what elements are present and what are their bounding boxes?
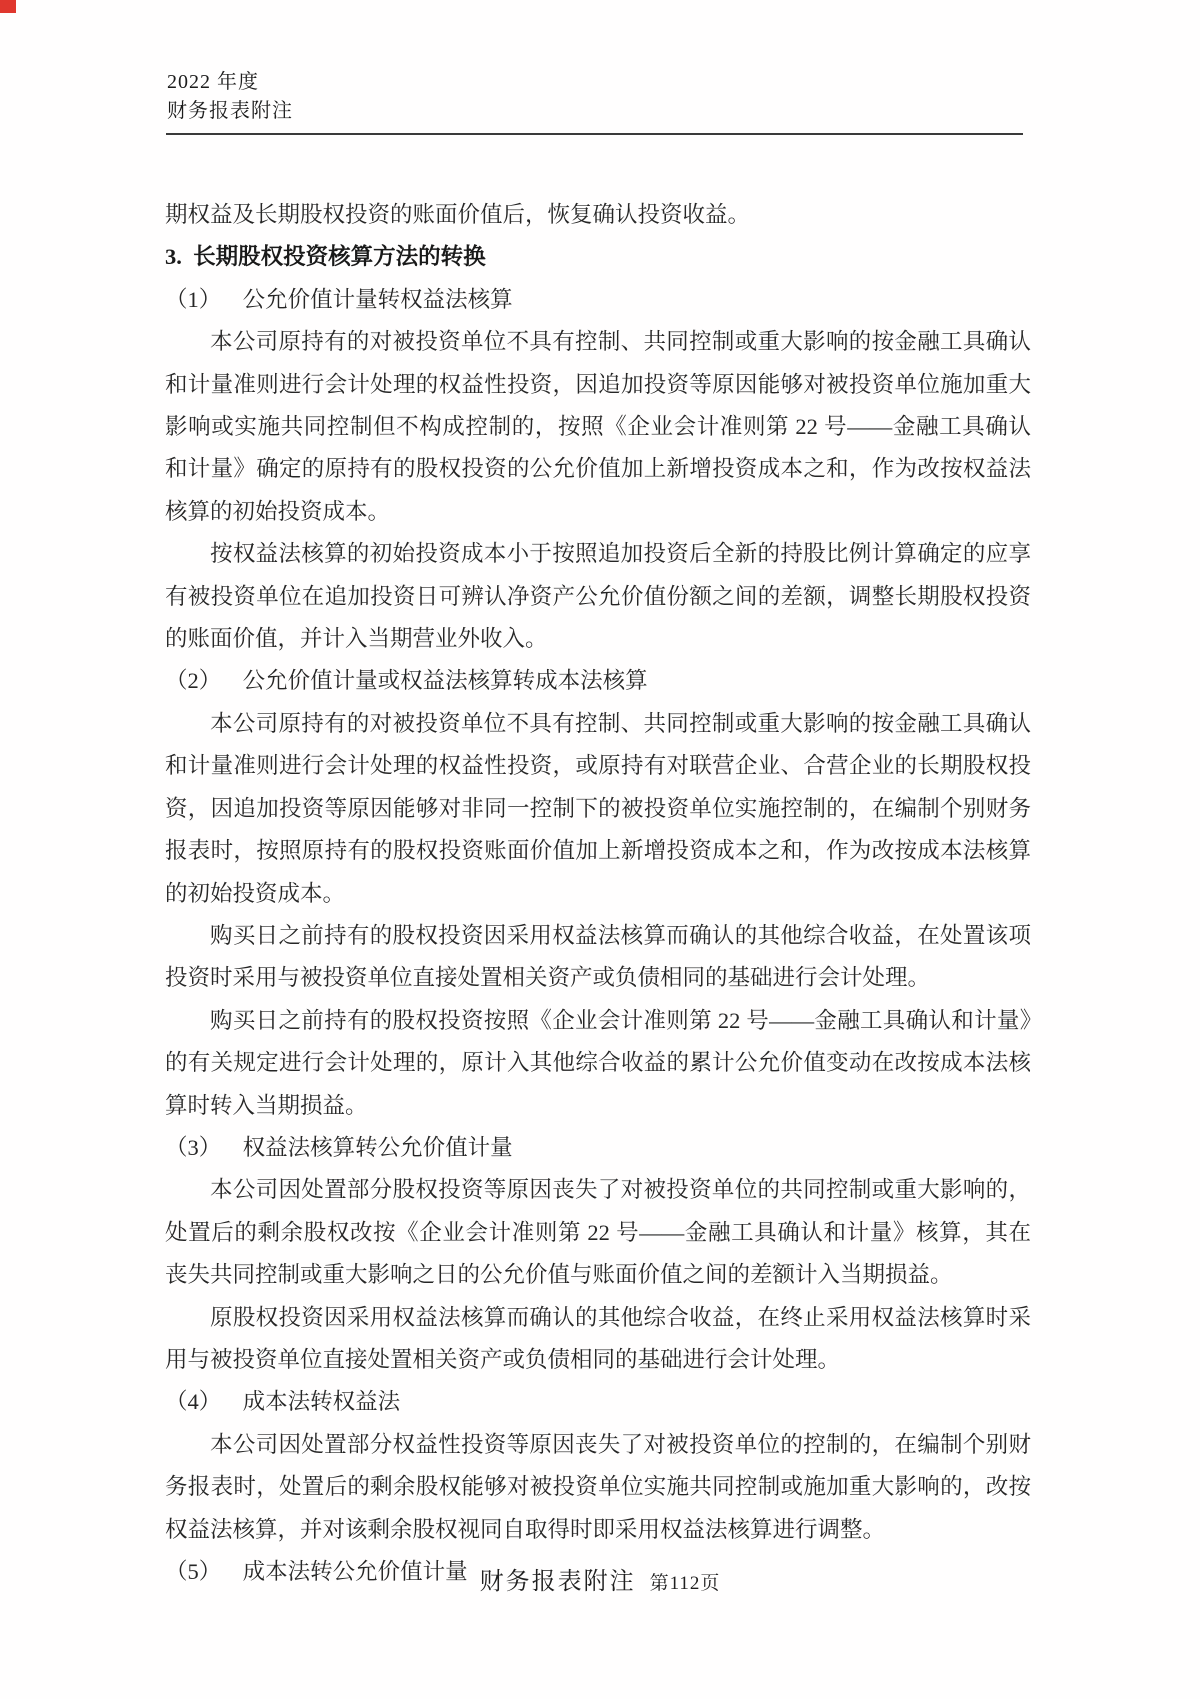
body-paragraph: 本公司因处置部分股权投资等原因丧失了对被投资单位的共同控制或重大影响的，处置后的剩余股权改按《企业会计准则第 22 号——金融工具确认和计量》核算，其在丧失共同控制或重大影响之日的公允价值与账面价值之间的差额计入当期损益。 (165, 1177, 1031, 1288)
continuation-paragraph: 期权益及长期股权投资的账面价值后，恢复确认投资收益。 (165, 202, 751, 227)
body-paragraph: 本公司原持有的对被投资单位不具有控制、共同控制或重大影响的按金融工具确认和计量准则进行会计处理的权益性投资，或原持有对联营企业、合营企业的长期股权投资，因追加投资等原因能够对非同一控制下的被投资单位实施控制的，在编制个别财务报表时，按照原持有的股权投资账面价值加上新增投资成本之和，作为改按成本法核算的初始投资成本。 (165, 710, 1031, 906)
body-paragraph: 本公司因处置部分权益性投资等原因丧失了对被投资单位的控制的，在编制个别财务报表时，处置后的剩余股权能够对被投资单位实施共同控制或施加重大影响的，改按权益法核算，并对该剩余股权视同自取得时即采用权益法核算进行调整。 (165, 1431, 1031, 1542)
subsection-heading-1 (165, 279, 1031, 321)
body-paragraph: 本公司原持有的对被投资单位不具有控制、共同控制或重大影响的按金融工具确认和计量准则进行会计处理的权益性投资，因追加投资等原因能够对被投资单位施加重大影响或实施共同控制但不构成控制的，按照《企业会计准则第 22 号——金融工具确认和计量》确定的原持有的股权投资的公允价值加上新增投资成本之和，作为改按权益法核算的初始投资成本。 (165, 329, 1031, 524)
body-paragraph: 购买日之前持有的股权投资按照《企业会计准则第 22 号——金融工具确认和计量》的有关规定进行会计处理的，原计入其他综合收益的累计公允价值变动在改按成本法核算时转入当期损益。 (165, 1007, 1031, 1118)
page-footer (0, 1561, 1200, 1596)
body-paragraph: 购买日之前持有的股权投资因采用权益法核算而确认的其他综合收益，在处置该项投资时采用与被投资单位直接处置相关资产或负债相同的基础进行会计处理。 (165, 922, 1031, 991)
subsection-number: （5） (165, 1559, 222, 1584)
subsection-heading-4 (165, 1381, 1031, 1423)
section-heading (165, 236, 1031, 278)
page-header (167, 68, 293, 126)
subsection-heading-3 (165, 1127, 1031, 1169)
body-paragraph: 按权益法核算的初始投资成本小于按照追加投资后全新的持股比例计算确定的应享有被投资单位在追加投资日可辨认净资产公允价值份额之间的差额，调整长期股权投资的账面价值，并计入当期营业外收入。 (165, 541, 1031, 652)
subsection-number: （3） (165, 1134, 222, 1160)
section-title: 长期股权投资核算方法的转换 (193, 244, 486, 270)
footer-page-number: 第112页 (649, 1573, 721, 1594)
subsection-title: 成本法转权益法 (242, 1389, 401, 1415)
subsection-number: （2） (165, 668, 222, 694)
subsection-title: 权益法核算转公允价值计量 (242, 1134, 513, 1160)
header-year: 2022 年度 (167, 71, 259, 93)
section-number: 3. (165, 244, 182, 270)
header-divider (166, 133, 1023, 135)
subsection-number: （1） (165, 286, 222, 312)
subsection-number: （4） (165, 1389, 222, 1415)
body-paragraph: 原股权投资因采用权益法核算而确认的其他综合收益，在终止采用权益法核算时采用与被投资单位直接处置相关资产或负债相同的基础进行会计处理。 (165, 1304, 1031, 1372)
subsection-heading-2 (165, 660, 1031, 702)
subsection-title: 公允价值计量或权益法核算转成本法核算 (242, 668, 648, 694)
corner-red-mark (0, 0, 16, 13)
subsection-title: 成本法转公允价值计量 (242, 1559, 468, 1584)
header-title: 财务报表附注 (167, 100, 293, 122)
footer-title: 财务报表附注 (479, 1569, 636, 1595)
document-body (165, 194, 1031, 1593)
subsection-title: 公允价值计量转权益法核算 (242, 286, 513, 312)
